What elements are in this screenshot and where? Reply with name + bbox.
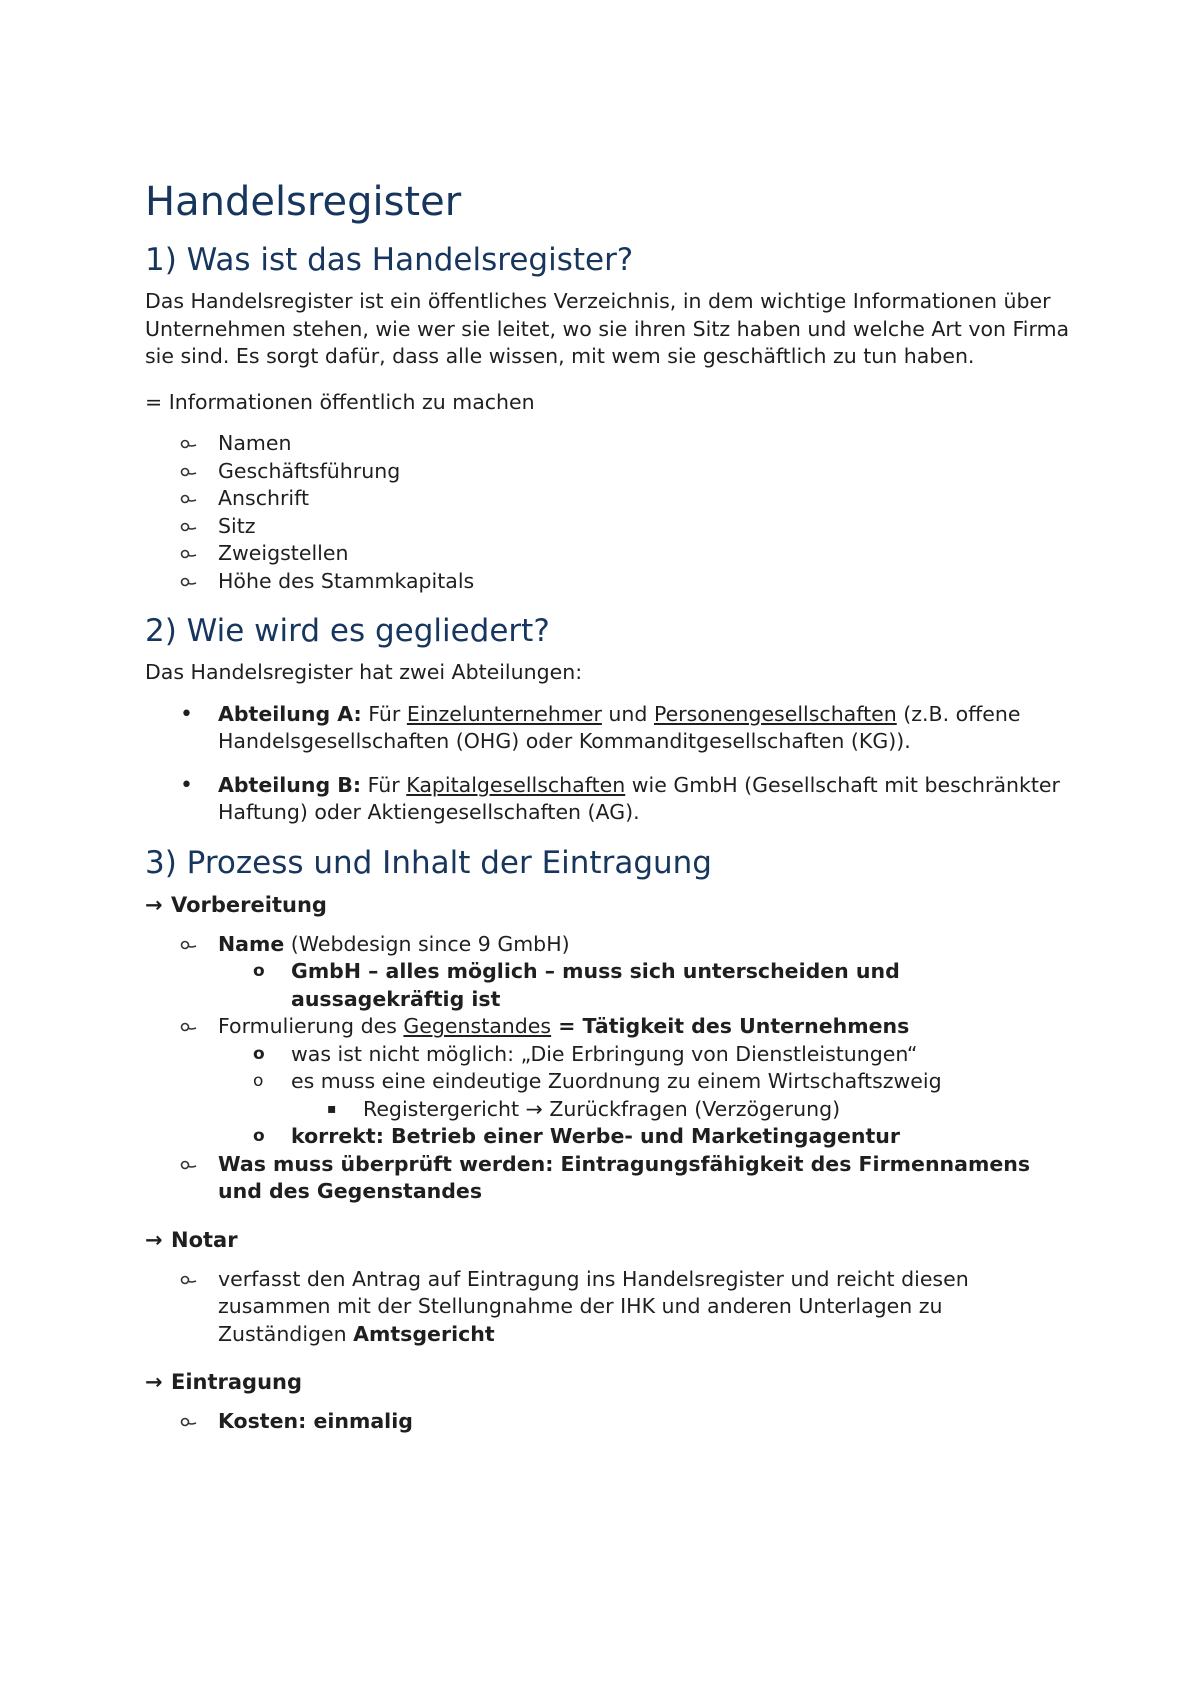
list-item-text: Namen bbox=[218, 431, 292, 455]
name-label: Name bbox=[218, 931, 285, 956]
step-preparation-label: Vorbereitung bbox=[171, 892, 327, 917]
step-entry-heading bbox=[145, 1368, 1075, 1396]
department-a-text-1: Für bbox=[361, 701, 407, 726]
hook-bullet-icon bbox=[180, 1013, 200, 1041]
department-list bbox=[145, 701, 1075, 827]
step-notary-label: Notar bbox=[171, 1227, 238, 1252]
arrow-right-icon: → bbox=[145, 1370, 163, 1394]
list-item bbox=[145, 458, 1075, 486]
department-b-text-2: wie GmbH (Gesellschaft mit beschränkter Haftung) oder Aktiengesellschaften (AG). bbox=[218, 772, 1060, 824]
section-1-heading: 1) Was ist das Handelsregister? bbox=[145, 242, 634, 278]
arrow-right-icon: → bbox=[525, 1096, 543, 1121]
section-2-intro: Das Handelsregister hat zwei Abteilungen: bbox=[145, 660, 583, 684]
list-item-text: Höhe des Stammkapitals bbox=[218, 568, 475, 593]
list-item bbox=[145, 485, 1075, 513]
name-text: (Webdesign since 9 GmbH) bbox=[284, 931, 570, 956]
list-item-text: Geschäftsführung bbox=[218, 458, 401, 483]
section-2-heading: 2) Wie wird es gegliedert? bbox=[145, 613, 550, 649]
step-entry-label: Eintragung bbox=[171, 1370, 303, 1394]
department-a-item bbox=[145, 701, 1075, 756]
arrow-right-icon: → bbox=[145, 892, 163, 917]
entry-list bbox=[145, 1408, 1075, 1436]
department-a-label: Abteilung A: bbox=[218, 701, 362, 726]
list-item bbox=[145, 568, 1075, 596]
formulation-definition: = Tätigkeit des Unternehmens bbox=[551, 1014, 910, 1038]
hook-bullet-icon bbox=[180, 540, 200, 568]
circle-bullet-icon: o bbox=[253, 1126, 265, 1146]
list-item bbox=[291, 1096, 1075, 1124]
section-2 bbox=[145, 611, 1075, 827]
document-title: Handelsregister bbox=[145, 179, 462, 225]
list-item-text: Anschrift bbox=[218, 486, 309, 510]
department-b-label: Abteilung B: bbox=[218, 772, 362, 797]
preparation-list bbox=[145, 931, 1075, 1206]
arrow-right-icon: → bbox=[145, 1227, 163, 1252]
list-item bbox=[145, 513, 1075, 541]
hook-bullet-icon bbox=[180, 1266, 200, 1294]
formulation-text: Formulierung des bbox=[218, 1014, 404, 1038]
step-preparation-heading bbox=[145, 891, 1075, 919]
department-b-text-1: Für bbox=[361, 772, 407, 797]
name-sublist bbox=[218, 958, 1075, 1013]
list-item-text: es muss eine eindeutige Zuordnung zu einem Wirtschaftszweig bbox=[291, 1069, 942, 1093]
notary-list bbox=[145, 1266, 1075, 1349]
hook-bullet-icon bbox=[180, 430, 200, 458]
department-a-text-2: und bbox=[601, 701, 654, 726]
list-item bbox=[218, 1041, 1075, 1069]
step-notary-heading bbox=[145, 1226, 1075, 1254]
list-item-text: Zurückfragen (Verzögerung) bbox=[542, 1096, 841, 1121]
assignment-sublist bbox=[291, 1096, 1075, 1124]
list-item-text: Was muss überprüft werden: Eintragungsfähigkeit des Firmennamens und des Gegenstandes bbox=[218, 1151, 1031, 1203]
section-3 bbox=[145, 843, 1075, 1436]
list-item bbox=[145, 540, 1075, 568]
square-bullet-icon: ▪ bbox=[327, 1100, 337, 1117]
hook-bullet-icon bbox=[180, 1151, 200, 1179]
section-1-paragraph: Das Handelsregister ist ein öffentliches Verzeichnis, in dem wichtige Informationen über Unternehmen stehen, wie wer sie leitet, wo sie ihren Sitz haben und welche Art von Firma sie sind. Es sorgt dafür, dass alle wissen, mit wem sie geschäftlich zu tun haben. bbox=[145, 289, 1070, 368]
list-item bbox=[218, 1123, 1075, 1151]
section-1-summary: = Informationen öffentlich zu machen bbox=[145, 389, 535, 414]
formulation-sublist bbox=[218, 1041, 1075, 1151]
section-3-heading: 3) Prozess und Inhalt der Eintragung bbox=[145, 844, 712, 881]
list-item bbox=[145, 1266, 1075, 1349]
bullet-dot-icon: • bbox=[180, 701, 193, 727]
list-item-text: Kosten: einmalig bbox=[218, 1409, 413, 1433]
hook-bullet-icon bbox=[180, 513, 200, 541]
list-item-text: verfasst den Antrag auf Eintragung ins Handelsregister und reicht diesen zusammen mit der Stellungnahme der IHK und anderen Unterlagen zu Zuständigen bbox=[218, 1266, 969, 1346]
list-item bbox=[218, 958, 1075, 1013]
list-item bbox=[145, 430, 1075, 458]
department-b-item bbox=[145, 772, 1075, 827]
formulation-term: Gegenstandes bbox=[403, 1014, 552, 1038]
list-item bbox=[145, 1151, 1075, 1206]
register-info-list bbox=[145, 430, 1075, 595]
bullet-dot-icon: • bbox=[180, 772, 193, 798]
list-item-text: Sitz bbox=[218, 513, 256, 538]
list-item bbox=[145, 1408, 1075, 1436]
circle-bullet-icon: o bbox=[253, 1043, 265, 1064]
list-item bbox=[145, 1013, 1075, 1151]
section-1 bbox=[145, 240, 1075, 595]
hook-bullet-icon bbox=[180, 458, 200, 486]
hook-bullet-icon bbox=[180, 485, 200, 513]
list-item-text: GmbH – alles möglich – muss sich unterscheiden und aussagekräftig ist bbox=[291, 959, 900, 1011]
document-content bbox=[145, 178, 1075, 1436]
hook-bullet-icon bbox=[180, 1408, 200, 1436]
circle-bullet-icon: o bbox=[253, 961, 265, 981]
list-item bbox=[218, 1068, 1075, 1123]
department-b-term-1: Kapitalgesellschaften bbox=[406, 772, 626, 797]
list-item-text: Registergericht bbox=[363, 1096, 526, 1121]
list-item bbox=[145, 931, 1075, 1014]
circle-bullet-icon: o bbox=[253, 1071, 264, 1091]
list-item-text: korrekt: Betrieb einer Werbe- und Marketingagentur bbox=[291, 1124, 900, 1148]
list-item-text: Amtsgericht bbox=[353, 1321, 495, 1346]
department-a-term-1: Einzelunternehmer bbox=[406, 701, 602, 726]
list-item-text: was ist nicht möglich: „Die Erbringung von Dienstleistungen“ bbox=[291, 1041, 918, 1066]
list-item-text: Zweigstellen bbox=[218, 541, 349, 565]
department-a-text-3: (z.B. offene Handelsgesellschaften (OHG) oder Kommanditgesellschaften (KG)). bbox=[218, 701, 1021, 753]
hook-bullet-icon bbox=[180, 931, 200, 959]
hook-bullet-icon bbox=[180, 568, 200, 596]
department-a-term-2: Personengesellschaften bbox=[653, 701, 897, 726]
